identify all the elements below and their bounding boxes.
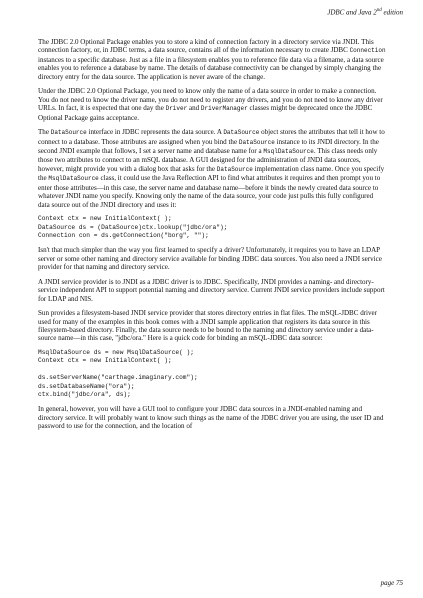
inline-code: MsqlDataSource bbox=[263, 147, 314, 155]
header-title: JDBC and Java 2 bbox=[327, 8, 377, 17]
inline-code: MsqlDataSource bbox=[48, 175, 99, 183]
inline-code: DataSource bbox=[238, 138, 275, 146]
text-run: classes might be deprecated once the JDBC Optional Package gains acceptance. bbox=[38, 104, 373, 122]
inline-code: DataSource bbox=[216, 165, 253, 173]
text-run: instance to its JNDI directory. In the second JNDI example that follows, I set a server name and database name for a bbox=[38, 137, 379, 155]
running-header bbox=[327, 8, 403, 16]
text-run: interface in JDBC represents the data source. A bbox=[86, 128, 224, 137]
paragraph-2 bbox=[38, 87, 386, 122]
header-superscript: nd bbox=[376, 8, 382, 13]
text-run: The bbox=[38, 128, 51, 137]
paragraph-7: In general, however, you will have a GUI tool to configure your JDBC data sources in a JNDI-enabled naming and directory service. It will probably want to know such things as the name of the JDBC driver you are using, the user ID and password to use for the connection, and the location of bbox=[38, 405, 384, 431]
text-run: object stores the attributes that tell it how to connect to a database. Those attributes are assigned when you bind the bbox=[38, 128, 385, 146]
inline-code: DataSource bbox=[50, 129, 87, 137]
text-run: class, it could use the Java Reflection API to find what attributes it requires and then prompt you to enter those attributes—in this case, the server name and database name—before it binds the newly created data source to whatever JNDI name you specify. Knowing only the name of the data source, your code just pulls this fully configured data source out of the JNDI directory and uses it: bbox=[38, 174, 381, 209]
inline-code: Driver bbox=[165, 105, 188, 113]
text-run: Under the JDBC 2.0 Optional Package, you need to know only the name of a data source in order to make a connection. You do not need to know the driver name, you do not need to register any drivers, and you do not need to know any driver URLs. In fact, it is expected that one day the bbox=[38, 87, 383, 113]
header-title-suffix: edition bbox=[381, 8, 403, 17]
paragraph-6: Sun provides a filesystem-based JNDI service provider that stores directory entries in flat files. The mSQL-JDBC driver used for many of the examples in this book comes with a JNDI sample application that registers its data source in this filesystem-based directory. Finally, the data source needs to be bound to the naming and directory service under a data-source name—in this case, "jdbc/ora." Here is a quick code for binding an mSQL-JDBC data source: bbox=[38, 309, 378, 343]
paragraph-5: A JNDI service provider is to JNDI as a JDBC driver is to JDBC. Specifically, JNDI provides a naming- and directory-service independent API to support potential naming and directory service. Current JNDI service providers include support for LDAP and NIS. bbox=[38, 277, 385, 303]
text-run: The JDBC 2.0 Optional Package enables you to store a kind of connection factory in a directory service via JNDI. This connection factory, or, in JDBC terms, a data source, contains all of the information necessary to create JDBC bbox=[38, 38, 374, 55]
code-block-lookup: Context ctx = new InitialContext( ); DataSource ds = (DataSource)ctx.lookup("jdbc/ora"); Connection con = ds.getConnection("borg", ""); bbox=[38, 215, 228, 239]
paragraph-4: Isn't that much simpler than the way you first learned to specify a driver? Unfortunately, it requires you to have an LDAP server or some other naming and directory service available for binding JDBC data sources. You also need a JNDI service provider for that naming and directory service. bbox=[38, 246, 382, 272]
paragraph-3 bbox=[38, 128, 386, 209]
text-run: . This class needs only those two attributes to connect to an mSQL database. A GUI designed for the administration of JNDI data sources, however, might provide you with a dialog box that asks for the bbox=[38, 146, 378, 173]
inline-code: DriverManager bbox=[200, 105, 248, 113]
page-number: page 75 bbox=[380, 579, 403, 587]
code-block-bind: MsqlDataSource ds = new MsqlDataSource( ); Context ctx = new InitialContext( ); ds.setServerName("carthage.imaginary.com"); ds.setDatabaseName("ora"); ctx.bind("jdbc/ora", ds); bbox=[38, 348, 198, 398]
page-body bbox=[38, 38, 386, 437]
text-run: and bbox=[187, 104, 201, 113]
paragraph-1 bbox=[38, 38, 386, 81]
text-run: implementation class name. Once you specify the bbox=[38, 164, 385, 183]
text-run: instances to a specific database. Just as a file in a filesystem enables you to reference file data via a filename, a data source enables you to reference a database by name. The details of database connectivity can be changed by simply changing the directory entry for the data source. The application is never aware of the change. bbox=[38, 55, 384, 81]
inline-code: DataSource bbox=[223, 129, 260, 137]
inline-code: Connection bbox=[349, 47, 386, 55]
